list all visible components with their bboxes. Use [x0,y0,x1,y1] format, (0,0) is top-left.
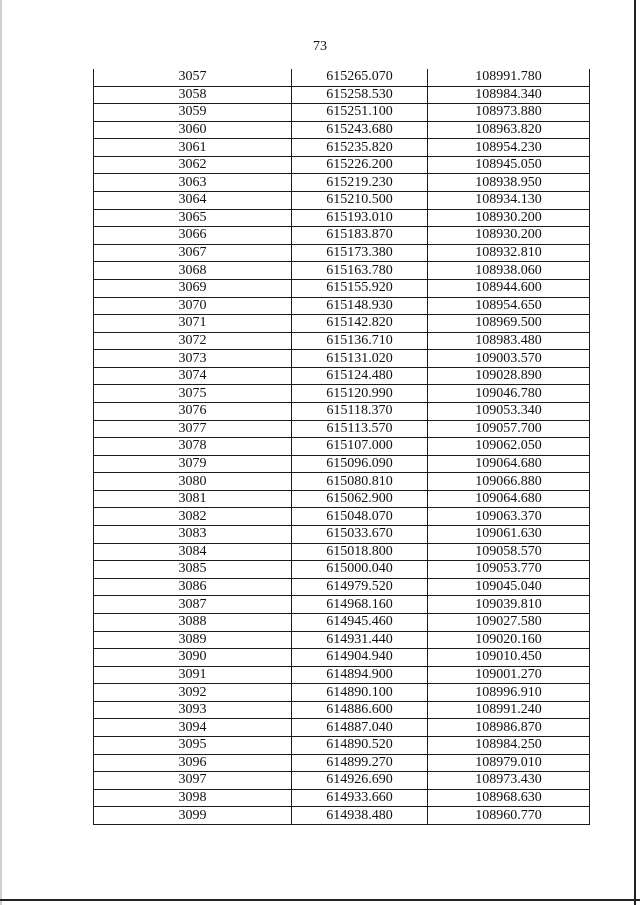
table-row [94,227,590,245]
y-coordinate-cell: 109020.160 [428,631,590,649]
x-coordinate-cell: 614931.440 [292,631,428,649]
x-coordinate-cell: 615062.900 [292,490,428,508]
point-number-cell: 3086 [94,578,292,596]
x-coordinate-cell: 614933.660 [292,789,428,807]
page-number: 73 [313,39,327,54]
x-coordinate-cell: 614886.600 [292,701,428,719]
y-coordinate-cell: 109045.040 [428,578,590,596]
x-coordinate-cell: 614945.460 [292,613,428,631]
table-row [94,807,590,825]
x-coordinate-cell: 614926.690 [292,772,428,790]
x-coordinate-cell: 615265.070 [292,69,428,86]
x-coordinate-cell: 614904.940 [292,649,428,667]
y-coordinate-cell: 109061.630 [428,526,590,544]
x-coordinate-cell: 615243.680 [292,121,428,139]
y-coordinate-cell: 109063.370 [428,508,590,526]
point-number-cell: 3070 [94,297,292,315]
y-coordinate-cell: 108944.600 [428,279,590,297]
y-coordinate-cell: 109053.340 [428,402,590,420]
table-row [94,209,590,227]
point-number-cell: 3092 [94,684,292,702]
y-coordinate-cell: 108938.060 [428,262,590,280]
point-number-cell: 3077 [94,420,292,438]
point-number-cell: 3097 [94,772,292,790]
y-coordinate-cell: 108991.240 [428,701,590,719]
x-coordinate-cell: 615033.670 [292,526,428,544]
table-row [94,649,590,667]
x-coordinate-cell: 615173.380 [292,244,428,262]
table-row [94,297,590,315]
y-coordinate-cell: 108983.480 [428,332,590,350]
point-number-cell: 3089 [94,631,292,649]
point-number-cell: 3059 [94,104,292,122]
y-coordinate-cell: 108960.770 [428,807,590,825]
point-number-cell: 3071 [94,315,292,333]
x-coordinate-cell: 615258.530 [292,86,428,104]
scan-border-left [0,0,2,905]
x-coordinate-cell: 615163.780 [292,262,428,280]
x-coordinate-cell: 615142.820 [292,315,428,333]
table-row [94,754,590,772]
y-coordinate-cell: 108973.430 [428,772,590,790]
x-coordinate-cell: 614938.480 [292,807,428,825]
point-number-cell: 3060 [94,121,292,139]
y-coordinate-cell: 109027.580 [428,613,590,631]
table-row [94,139,590,157]
point-number-cell: 3088 [94,613,292,631]
y-coordinate-cell: 108969.500 [428,315,590,333]
table-row [94,402,590,420]
point-number-cell: 3095 [94,736,292,754]
point-number-cell: 3074 [94,367,292,385]
y-coordinate-cell: 109028.890 [428,367,590,385]
table-row [94,561,590,579]
table-row [94,772,590,790]
point-number-cell: 3079 [94,455,292,473]
y-coordinate-cell: 108934.130 [428,192,590,210]
y-coordinate-cell: 109057.700 [428,420,590,438]
point-number-cell: 3085 [94,561,292,579]
y-coordinate-cell: 109046.780 [428,385,590,403]
x-coordinate-cell: 614890.520 [292,736,428,754]
point-number-cell: 3061 [94,139,292,157]
point-number-cell: 3082 [94,508,292,526]
x-coordinate-cell: 615080.810 [292,473,428,491]
table-row [94,350,590,368]
table-row [94,121,590,139]
x-coordinate-cell: 615148.930 [292,297,428,315]
point-number-cell: 3072 [94,332,292,350]
x-coordinate-cell: 615124.480 [292,367,428,385]
table-row [94,244,590,262]
x-coordinate-cell: 615120.990 [292,385,428,403]
table-row [94,86,590,104]
table-row [94,736,590,754]
point-number-cell: 3091 [94,666,292,684]
table-row [94,789,590,807]
y-coordinate-cell: 108984.250 [428,736,590,754]
y-coordinate-cell: 108945.050 [428,156,590,174]
x-coordinate-cell: 615235.820 [292,139,428,157]
x-coordinate-cell: 614979.520 [292,578,428,596]
x-coordinate-cell: 615018.800 [292,543,428,561]
scan-border-right [634,0,636,905]
table-row [94,613,590,631]
point-number-cell: 3087 [94,596,292,614]
x-coordinate-cell: 615155.920 [292,279,428,297]
y-coordinate-cell: 108963.820 [428,121,590,139]
table-row [94,104,590,122]
x-coordinate-cell: 615107.000 [292,438,428,456]
table-row [94,684,590,702]
table-row [94,666,590,684]
point-number-cell: 3062 [94,156,292,174]
point-number-cell: 3099 [94,807,292,825]
point-number-cell: 3090 [94,649,292,667]
table-row [94,526,590,544]
point-number-cell: 3083 [94,526,292,544]
y-coordinate-cell: 109010.450 [428,649,590,667]
x-coordinate-cell: 615226.200 [292,156,428,174]
table-row [94,367,590,385]
y-coordinate-cell: 108930.200 [428,209,590,227]
point-number-cell: 3094 [94,719,292,737]
x-coordinate-cell: 614899.270 [292,754,428,772]
point-number-cell: 3076 [94,402,292,420]
y-coordinate-cell: 108996.910 [428,684,590,702]
table-row [94,332,590,350]
table-row [94,631,590,649]
x-coordinate-cell: 615251.100 [292,104,428,122]
point-number-cell: 3075 [94,385,292,403]
x-coordinate-cell: 615096.090 [292,455,428,473]
table-row [94,156,590,174]
y-coordinate-cell: 109039.810 [428,596,590,614]
x-coordinate-cell: 615048.070 [292,508,428,526]
scan-border-bottom [0,899,640,901]
table-row [94,490,590,508]
y-coordinate-cell: 108991.780 [428,69,590,86]
coordinates-table [93,69,590,825]
x-coordinate-cell: 615118.370 [292,402,428,420]
point-number-cell: 3068 [94,262,292,280]
y-coordinate-cell: 108979.010 [428,754,590,772]
x-coordinate-cell: 615183.870 [292,227,428,245]
table-row [94,315,590,333]
y-coordinate-cell: 108932.810 [428,244,590,262]
x-coordinate-cell: 614894.900 [292,666,428,684]
coordinates-table-body [94,69,590,824]
table-row [94,543,590,561]
y-coordinate-cell: 109062.050 [428,438,590,456]
point-number-cell: 3084 [94,543,292,561]
table-row [94,385,590,403]
y-coordinate-cell: 109064.680 [428,455,590,473]
point-number-cell: 3057 [94,69,292,86]
point-number-cell: 3078 [94,438,292,456]
table-row [94,508,590,526]
y-coordinate-cell: 108954.230 [428,139,590,157]
table-row [94,596,590,614]
point-number-cell: 3080 [94,473,292,491]
table-row [94,262,590,280]
point-number-cell: 3064 [94,192,292,210]
table-row [94,578,590,596]
y-coordinate-cell: 109003.570 [428,350,590,368]
point-number-cell: 3081 [94,490,292,508]
x-coordinate-cell: 615136.710 [292,332,428,350]
table-row [94,420,590,438]
x-coordinate-cell: 614887.040 [292,719,428,737]
y-coordinate-cell: 108930.200 [428,227,590,245]
y-coordinate-cell: 109066.880 [428,473,590,491]
point-number-cell: 3073 [94,350,292,368]
y-coordinate-cell: 109058.570 [428,543,590,561]
point-number-cell: 3096 [94,754,292,772]
x-coordinate-cell: 615193.010 [292,209,428,227]
table-row [94,174,590,192]
point-number-cell: 3069 [94,279,292,297]
table-row [94,473,590,491]
x-coordinate-cell: 614968.160 [292,596,428,614]
y-coordinate-cell: 108938.950 [428,174,590,192]
table-row [94,279,590,297]
point-number-cell: 3063 [94,174,292,192]
point-number-cell: 3066 [94,227,292,245]
table-row [94,701,590,719]
table-row [94,69,590,86]
point-number-cell: 3093 [94,701,292,719]
table-row [94,719,590,737]
y-coordinate-cell: 109001.270 [428,666,590,684]
table-row [94,192,590,210]
y-coordinate-cell: 108954.650 [428,297,590,315]
point-number-cell: 3098 [94,789,292,807]
x-coordinate-cell: 615000.040 [292,561,428,579]
y-coordinate-cell: 109064.680 [428,490,590,508]
table-row [94,438,590,456]
x-coordinate-cell: 615219.230 [292,174,428,192]
x-coordinate-cell: 615131.020 [292,350,428,368]
x-coordinate-cell: 614890.100 [292,684,428,702]
x-coordinate-cell: 615210.500 [292,192,428,210]
point-number-cell: 3067 [94,244,292,262]
x-coordinate-cell: 615113.570 [292,420,428,438]
y-coordinate-cell: 108968.630 [428,789,590,807]
point-number-cell: 3065 [94,209,292,227]
table-row [94,455,590,473]
y-coordinate-cell: 108986.870 [428,719,590,737]
point-number-cell: 3058 [94,86,292,104]
y-coordinate-cell: 109053.770 [428,561,590,579]
y-coordinate-cell: 108984.340 [428,86,590,104]
y-coordinate-cell: 108973.880 [428,104,590,122]
